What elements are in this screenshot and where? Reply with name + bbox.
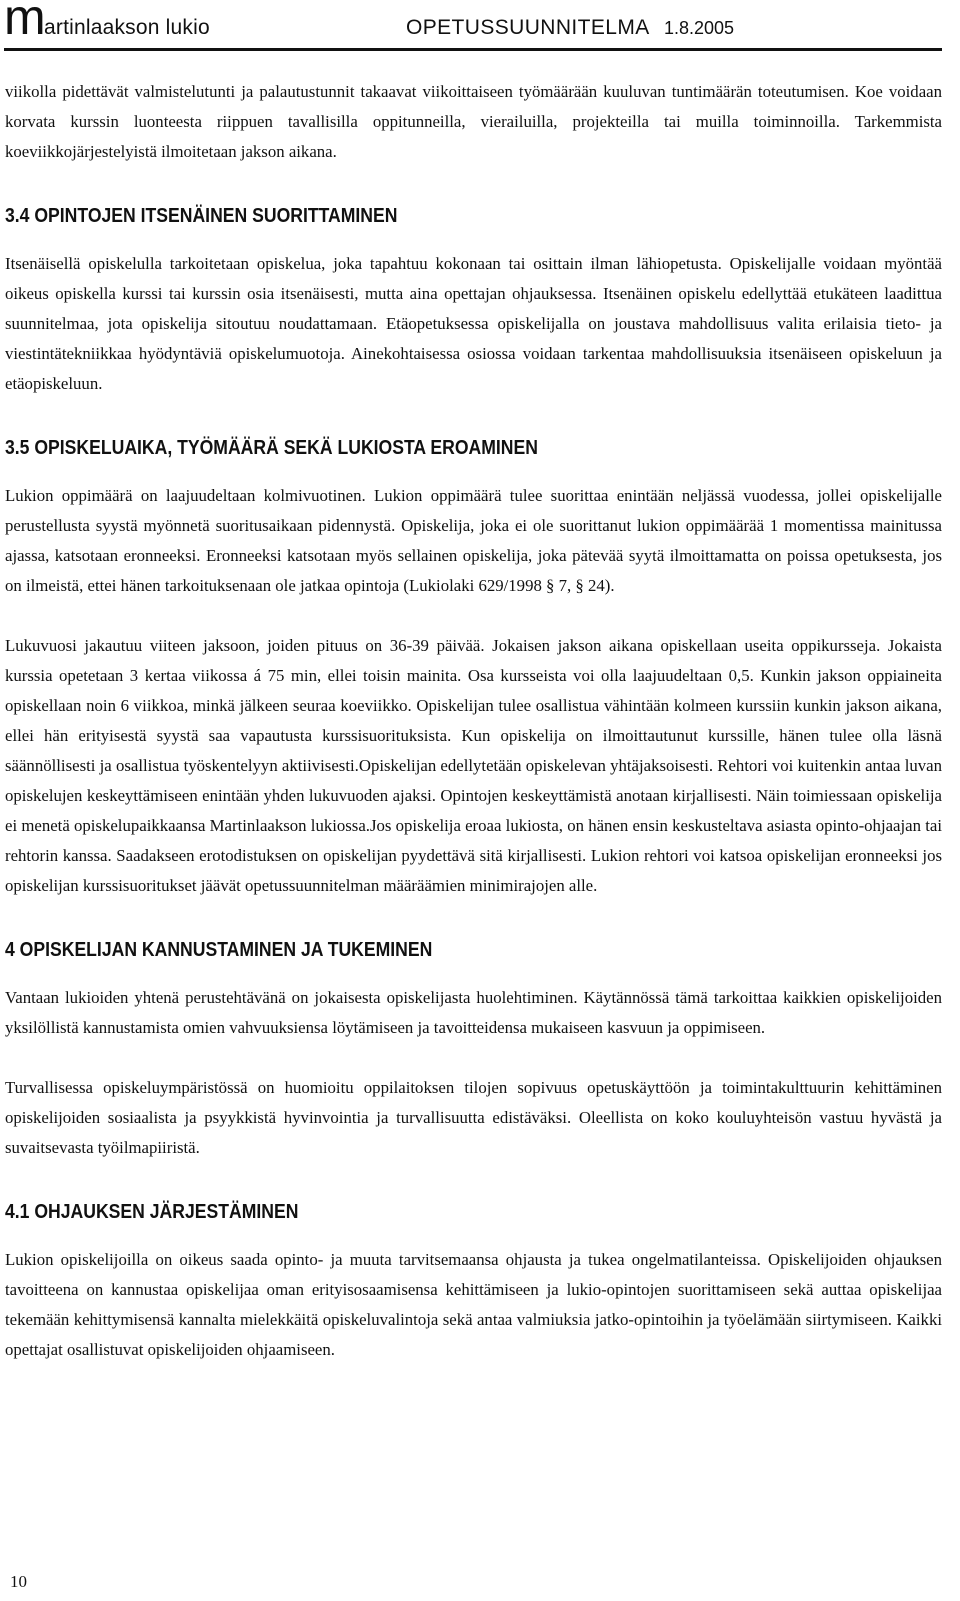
spacer [5,167,942,201]
section-3-5-paragraph-2: Lukuvuosi jakautuu viiteen jaksoon, joiden pituus on 36-39 päivää. Jokaisen jakson aikana opiskellaan useita oppikursseja. Jokaista kurssia opetetaan 3 kertaa viikossa á 75 min, ellei toisin mainita. Osa kursseista voi olla laajuudeltaan 0,5. Kunkin jakson oppiaineita opiskellaan noin 6 viikkoa, minkä jälkeen seuraa koeviikko. Opiskelijan tulee osallistua vähintään kolmeen kurssiin kunkin jakson aikana, ellei hän erityisestä syystä saa vapautusta kurssisuorituksista. Kun opiskelija on ilmoittautunut kurssille, hänen tulee olla läsnä säännöllisesti ja osallistua työskentelyyn aktiivisesti.Opiskelijan edellytetään opiskelevan yhtäjaksoisesti. Rehtori voi kuitenkin antaa luvan opiskelujen keskeyttämiseen enintään yhden lukuvuoden ajaksi. Opintojen keskeyttämistä anotaan kirjallisesti. Näin toimiessaan opiskelija ei menetä opiskelupaikkaansa Martinlaakson lukiossa.Jos opiskelija eroaa lukiosta, on hänen ensin keskusteltava asiasta opinto-ohjaajan tai rehtorin kanssa. Saadakseen erotodistuksen on opiskelijan pyydettävä sitä kirjallisesti. Lukion rehtori voi katsoa opiskelijan eronneeksi jos opiskelijan kurssisuoritukset jäävät opetussuunnitelman määräämien minimirajojen alle. [5,636,942,895]
school-name-initial: m [4,0,46,45]
spacer [5,463,942,481]
header-divider [4,48,942,51]
section-3-5-paragraph-1: Lukion oppimäärä on laajuudeltaan kolmivuotinen. Lukion oppimäärä tulee suorittaa enintään neljässä vuodessa, jollei opiskelijalle perustellusta syystä myönnetä suoritusaikaan pidennystä. Opiskelija, joka ei ole suorittanut lukion oppimäärää 1 momentissa mainitussa ajassa, katsotaan eronneeksi. Eronneeksi katsotaan myös sellainen opiskelija, joka pätevää syytä ilmoittamatta on poissa opetuksesta, jos on ilmeistä, ettei hänen tarkoituksenaan ole jatkaa opintoja (Lukiolaki 629/1998 § 7, § 24). [5,486,942,595]
intro-paragraph: viikolla pidettävät valmistelutunti ja palautustunnit takaavat viikoittaiseen työmäärään kuuluvan tuntimäärän toteutumisen. Koe voidaan korvata kurssin luonteesta riippuen tavallisilla oppitunneilla, vierailuilla, projekteilla tai muilla toiminnoilla. Tarkemmista koeviikkojärjestelyistä ilmoitetaan jakson aikana. [5,82,942,161]
section-heading-4: 4 OPISKELIJAN KANNUSTAMINEN JA TUKEMINEN [5,939,433,961]
document-title: OPETUSSUUNNITELMA [406,16,650,39]
section-heading-4-1: 4.1 OHJAUKSEN JÄRJESTÄMINEN [5,1201,299,1223]
page-content [5,77,942,1365]
spacer [5,965,942,983]
section-4-1-paragraph: Lukion opiskelijoilla on oikeus saada opinto- ja muuta tarvitsemaansa ohjausta ja tukea ongelmatilanteissa. Opiskelijoiden ohjauksen tavoitteena on kannustaa opiskelijaa oman erityisosaamisensa kehittämiseen ja lukio-opintojen suorittamiseen sekä auttaa opiskelijaa tekemään kehittymisensä kannalta mielekkäitä opiskeluvalintoja sekä antaa valmiuksia jatko-opintoihin ja työelämään siirtymiseen. Kaikki opettajat osallistuvat opiskelijoiden ohjaamiseen. [5,1250,942,1359]
spacer [5,1043,942,1073]
section-3-4-paragraph: Itsenäisellä opiskelulla tarkoitetaan opiskelua, joka tapahtuu kokonaan tai osittain ilman lähiopetusta. Opiskelijalle voidaan myöntää oikeus opiskella kurssi tai kurssin osia itsenäisesti, mutta aina opettajan ohjauksessa. Itsenäinen opiskelu edellyttää etukäteen laadittua suunnitelmaa, jota opiskelija sitoutuu noudattamaan. Etäopetuksessa opiskelijalla on joustava mahdollisuus valita erilaisia tieto- ja viestintätekniikkaa hyödyntäviä opiskelumuotoja. Ainekohtaisessa osiossa voidaan tarkentaa mahdollisuuksia itsenäiseen opiskeluun ja etäopiskeluun. [5,254,942,393]
section-heading-3-4: 3.4 OPINTOJEN ITSENÄINEN SUORITTAMINEN [5,205,398,227]
page-header [4,0,944,44]
spacer [5,231,942,249]
section-4-paragraph-1: Vantaan lukioiden yhtenä perustehtävänä on jokaisesta opiskelijasta huolehtiminen. Käytännössä tämä tarkoittaa kaikkien opiskelijoiden yksilöllistä kannustamista omien vahvuuksiensa löytämiseen ja tavoitteidensa mukaiseen kasvuun ja oppimiseen. [5,988,942,1037]
document-date: 1.8.2005 [664,18,735,38]
spacer [5,1227,942,1245]
page-number: 10 [10,1572,27,1591]
school-name: artinlaakson lukio [44,16,210,39]
spacer [5,901,942,935]
section-heading-3-5: 3.5 OPISKELUAIKA, TYÖMÄÄRÄ SEKÄ LUKIOSTA EROAMINEN [5,437,538,459]
section-4-paragraph-2: Turvallisessa opiskeluympäristössä on huomioitu oppilaitoksen tilojen sopivuus opetuskäyttöön ja toimintakulttuurin kehittäminen opiskelijoiden sosiaalista ja psyykkistä hyvinvointia ja turvallisuutta edistäväksi. Oleellista on koko kouluyhteisön vastuu hyvästä ja suvaitsevasta työilmapiiristä. [5,1078,942,1157]
spacer [5,399,942,433]
spacer [5,1163,942,1197]
spacer [5,601,942,631]
